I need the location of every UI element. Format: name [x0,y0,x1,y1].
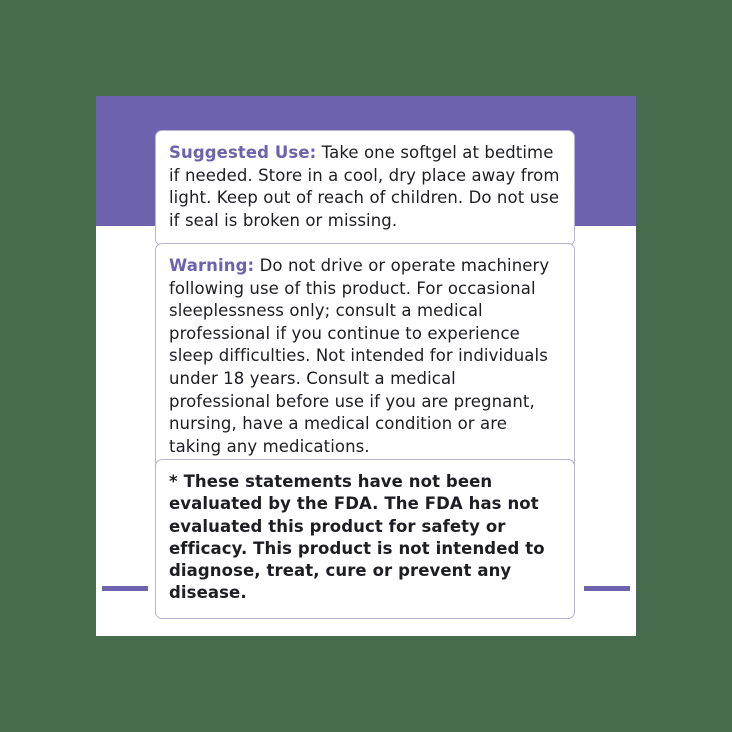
bottom-accent-rule-right [584,586,630,591]
suggested-use-body: Take one softgel at bedtime if needed. Store in a cool, dry place away from light. Keep out of reach of children. Do not use if seal is broken or missing. [169,143,560,230]
fda-disclaimer-panel [155,459,575,619]
bottom-accent-rule-left [102,586,148,591]
supplement-label-card [96,96,636,636]
fda-disclaimer-text: * These statements have not been evaluated by the FDA. The FDA has not evaluated this product for safety or efficacy. This product is not intended to diagnose, treat, cure or prevent any disease. [169,472,545,603]
warning-text [169,255,561,458]
suggested-use-panel [155,130,575,246]
suggested-use-heading: Suggested Use: [169,143,317,162]
suggested-use-text [169,142,561,232]
warning-heading: Warning: [169,256,255,275]
warning-panel [155,243,575,472]
warning-body: Do not drive or operate machinery following use of this product. For occasional sleeplessness only; consult a medical professional if you continue to experience sleep difficulties. Not intended for individuals under 18 years. Consult a medical professional before use if you are pregnant, nursing, have a medical condition or are taking any medications. [169,256,550,456]
